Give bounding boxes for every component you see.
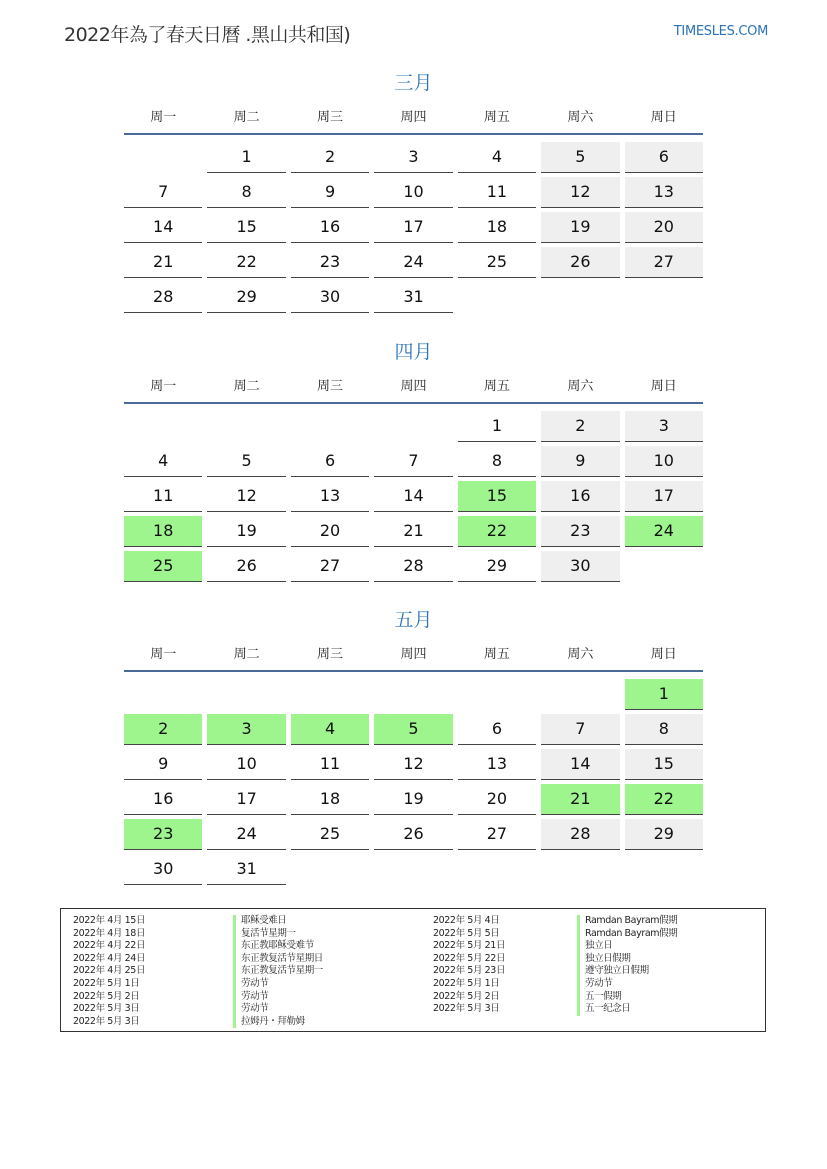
weekday-label: 周日 — [650, 379, 677, 394]
legend-date: 2022年 5月 1日 — [73, 977, 140, 989]
legend-date: 2022年 4月 22日 — [73, 940, 146, 952]
day-cell[interactable]: 29 — [458, 551, 536, 582]
day-cell[interactable]: 29 — [625, 819, 703, 850]
empty-cell — [207, 679, 285, 709]
legend-holiday-name: 五一假期 — [577, 991, 677, 1004]
day-cell[interactable]: 7 — [374, 446, 452, 477]
legend-holiday-name: 独立日 — [577, 940, 677, 953]
day-cell[interactable]: 11 — [124, 481, 202, 512]
day-cell[interactable]: 24 — [374, 247, 452, 278]
day-cell[interactable]: 20 — [458, 784, 536, 815]
day-cell[interactable]: 5 — [541, 142, 619, 173]
day-cell[interactable]: 2 — [541, 411, 619, 442]
empty-cell — [374, 679, 452, 709]
day-cell[interactable]: 30 — [541, 551, 619, 582]
day-cell[interactable]: 10 — [625, 446, 703, 477]
day-cell[interactable]: 23 — [291, 247, 369, 278]
legend-left-names — [233, 915, 323, 1028]
day-cell[interactable]: 19 — [207, 516, 285, 547]
day-cell[interactable]: 4 — [291, 714, 369, 745]
day-cell[interactable]: 13 — [458, 749, 536, 780]
day-cell[interactable]: 18 — [458, 212, 536, 243]
weekday-label: 周日 — [650, 110, 677, 125]
weekday-label: 周一 — [150, 379, 177, 394]
day-cell[interactable]: 25 — [124, 551, 202, 582]
legend-date: 2022年 5月 2日 — [73, 990, 140, 1002]
weekday-header — [124, 639, 703, 672]
weekday-header — [124, 102, 703, 135]
legend-date: 2022年 5月 3日 — [433, 1003, 500, 1015]
day-cell[interactable]: 3 — [207, 714, 285, 745]
day-cell[interactable]: 16 — [291, 212, 369, 243]
legend-holiday-name: 拉姆丹・拜勒姆 — [233, 1016, 323, 1029]
day-cell[interactable]: 5 — [374, 714, 452, 745]
day-cell[interactable]: 20 — [625, 212, 703, 243]
day-cell[interactable]: 25 — [291, 819, 369, 850]
day-cell[interactable]: 10 — [374, 177, 452, 208]
legend-date: 2022年 4月 25日 — [73, 965, 146, 977]
day-cell[interactable]: 9 — [291, 177, 369, 208]
legend-holiday-name: 耶稣受难日 — [233, 915, 323, 928]
brand-link[interactable]: TIMESLES.COM — [673, 24, 768, 39]
day-cell[interactable]: 6 — [458, 714, 536, 745]
legend-date: 2022年 4月 15日 — [73, 915, 146, 926]
day-cell[interactable]: 11 — [291, 749, 369, 780]
weekday-label: 周四 — [400, 110, 427, 125]
weekday-label: 周二 — [233, 647, 260, 662]
day-cell[interactable]: 21 — [374, 516, 452, 547]
legend-holiday-name: Ramdan Bayram假期 — [577, 928, 677, 941]
day-cell[interactable]: 29 — [207, 282, 285, 313]
weekday-label: 周五 — [483, 647, 510, 662]
page-title: 2022年為了春天日曆 .黑山共和国) — [64, 24, 351, 46]
weekday-label: 周一 — [150, 110, 177, 125]
day-cell[interactable]: 8 — [458, 446, 536, 477]
day-cell[interactable]: 25 — [458, 247, 536, 278]
day-cell[interactable]: 31 — [207, 854, 285, 885]
empty-cell — [541, 679, 619, 709]
legend-date: 2022年 4月 24日 — [73, 952, 146, 964]
day-cell[interactable]: 3 — [625, 411, 703, 442]
month-calendar — [124, 339, 703, 582]
day-cell[interactable]: 9 — [541, 446, 619, 477]
day-cell[interactable]: 30 — [124, 854, 202, 885]
day-cell[interactable]: 30 — [291, 282, 369, 313]
legend-date: 2022年 5月 4日 — [433, 915, 500, 926]
day-cell[interactable]: 17 — [207, 784, 285, 815]
weekday-header — [124, 371, 703, 404]
legend-date: 2022年 5月 21日 — [433, 940, 506, 952]
month-calendar — [124, 70, 703, 313]
day-cell[interactable]: 7 — [124, 177, 202, 208]
weekday-label: 周五 — [483, 110, 510, 125]
day-cell[interactable]: 13 — [625, 177, 703, 208]
day-cell[interactable]: 22 — [625, 784, 703, 815]
day-cell[interactable]: 12 — [207, 481, 285, 512]
legend-holiday-name: 东正教耶稣受难节 — [233, 940, 323, 953]
weekday-label: 周三 — [317, 647, 344, 662]
day-cell[interactable]: 27 — [625, 247, 703, 278]
legend-right-names — [577, 915, 677, 1016]
legend-date: 2022年 5月 2日 — [433, 990, 500, 1002]
day-cell[interactable]: 22 — [458, 516, 536, 547]
month-calendar — [124, 607, 703, 885]
day-cell[interactable]: 8 — [625, 714, 703, 745]
legend-holiday-name: 遵守独立日假期 — [577, 965, 677, 978]
empty-cell — [124, 679, 202, 709]
legend-holiday-name: 复活节星期一 — [233, 928, 323, 941]
day-cell[interactable]: 18 — [124, 516, 202, 547]
day-cell[interactable]: 17 — [625, 481, 703, 512]
legend-holiday-name: 劳动节 — [233, 1003, 323, 1016]
day-cell[interactable]: 18 — [291, 784, 369, 815]
legend-left-dates — [73, 915, 145, 1028]
day-cell[interactable]: 21 — [541, 784, 619, 815]
weekday-label: 周二 — [233, 379, 260, 394]
legend-date: 2022年 5月 3日 — [73, 1003, 140, 1015]
day-cell[interactable]: 1 — [458, 411, 536, 442]
day-cell[interactable]: 21 — [124, 247, 202, 278]
legend-date: 2022年 5月 22日 — [433, 952, 506, 964]
legend-holiday-name: 五一纪念日 — [577, 1003, 677, 1016]
day-cell[interactable]: 13 — [291, 481, 369, 512]
day-cell[interactable]: 4 — [458, 142, 536, 173]
month-title: 四月 — [394, 341, 433, 363]
day-cell[interactable]: 26 — [374, 819, 452, 850]
legend-holiday-name: 劳动节 — [233, 991, 323, 1004]
weekday-label: 周二 — [233, 110, 260, 125]
day-cell[interactable]: 15 — [458, 481, 536, 512]
day-cell[interactable]: 1 — [625, 679, 703, 710]
empty-cell — [291, 411, 369, 441]
day-cell[interactable]: 9 — [124, 749, 202, 780]
day-cell[interactable]: 3 — [374, 142, 452, 173]
empty-cell — [291, 679, 369, 709]
weekday-label: 周三 — [317, 379, 344, 394]
empty-cell — [207, 411, 285, 441]
day-cell[interactable]: 12 — [541, 177, 619, 208]
weekday-label: 周日 — [650, 647, 677, 662]
legend-date: 2022年 5月 5日 — [433, 927, 500, 939]
day-cell[interactable]: 5 — [207, 446, 285, 477]
day-cell[interactable]: 4 — [124, 446, 202, 477]
day-cell[interactable]: 8 — [207, 177, 285, 208]
day-cell[interactable]: 14 — [124, 212, 202, 243]
day-cell[interactable]: 10 — [207, 749, 285, 780]
day-cell[interactable]: 2 — [124, 714, 202, 745]
day-cell[interactable]: 27 — [458, 819, 536, 850]
day-cell[interactable]: 7 — [541, 714, 619, 745]
day-cell[interactable]: 19 — [374, 784, 452, 815]
day-cell[interactable]: 27 — [291, 551, 369, 582]
weekday-label: 周五 — [483, 379, 510, 394]
legend-date: 2022年 4月 18日 — [73, 927, 146, 939]
weekday-label: 周六 — [567, 110, 594, 125]
holiday-legend — [60, 908, 766, 1032]
weekday-label: 周六 — [567, 379, 594, 394]
legend-holiday-name: 劳动节 — [233, 978, 323, 991]
weekday-label: 周四 — [400, 379, 427, 394]
day-cell[interactable]: 15 — [625, 749, 703, 780]
day-cell[interactable]: 28 — [374, 551, 452, 582]
day-cell[interactable]: 6 — [291, 446, 369, 477]
month-title: 五月 — [394, 609, 433, 631]
day-cell[interactable]: 17 — [374, 212, 452, 243]
legend-holiday-name: 劳动节 — [577, 978, 677, 991]
day-cell[interactable]: 11 — [458, 177, 536, 208]
day-cell[interactable]: 20 — [291, 516, 369, 547]
legend-holiday-name: 东正教复活节星期一 — [233, 965, 323, 978]
day-cell[interactable]: 26 — [541, 247, 619, 278]
weekday-label: 周六 — [567, 647, 594, 662]
day-cell[interactable]: 15 — [207, 212, 285, 243]
legend-date: 2022年 5月 1日 — [433, 977, 500, 989]
day-cell[interactable]: 24 — [207, 819, 285, 850]
day-grid — [124, 675, 703, 885]
day-cell[interactable]: 1 — [207, 142, 285, 173]
day-grid — [124, 407, 703, 582]
day-cell[interactable]: 14 — [541, 749, 619, 780]
legend-holiday-name: 东正教复活节星期日 — [233, 953, 323, 966]
day-cell[interactable]: 23 — [124, 819, 202, 850]
weekday-label: 周四 — [400, 647, 427, 662]
day-cell[interactable]: 28 — [541, 819, 619, 850]
day-cell[interactable]: 16 — [541, 481, 619, 512]
day-cell[interactable]: 24 — [625, 516, 703, 547]
day-cell[interactable]: 28 — [124, 282, 202, 313]
day-cell[interactable]: 12 — [374, 749, 452, 780]
legend-right-dates — [433, 915, 505, 1016]
month-title: 三月 — [394, 72, 433, 94]
day-grid — [124, 138, 703, 313]
legend-holiday-name: Ramdan Bayram假期 — [577, 915, 677, 928]
day-cell[interactable]: 14 — [374, 481, 452, 512]
day-cell[interactable]: 22 — [207, 247, 285, 278]
day-cell[interactable]: 19 — [541, 212, 619, 243]
day-cell[interactable]: 16 — [124, 784, 202, 815]
weekday-label: 周一 — [150, 647, 177, 662]
empty-cell — [458, 679, 536, 709]
legend-date: 2022年 5月 23日 — [433, 965, 506, 977]
empty-cell — [124, 142, 202, 172]
day-cell[interactable]: 6 — [625, 142, 703, 173]
empty-cell — [124, 411, 202, 441]
legend-holiday-name: 独立日假期 — [577, 953, 677, 966]
day-cell[interactable]: 2 — [291, 142, 369, 173]
empty-cell — [374, 411, 452, 441]
legend-date: 2022年 5月 3日 — [73, 1015, 140, 1027]
day-cell[interactable]: 31 — [374, 282, 452, 313]
day-cell[interactable]: 23 — [541, 516, 619, 547]
day-cell[interactable]: 26 — [207, 551, 285, 582]
weekday-label: 周三 — [317, 110, 344, 125]
